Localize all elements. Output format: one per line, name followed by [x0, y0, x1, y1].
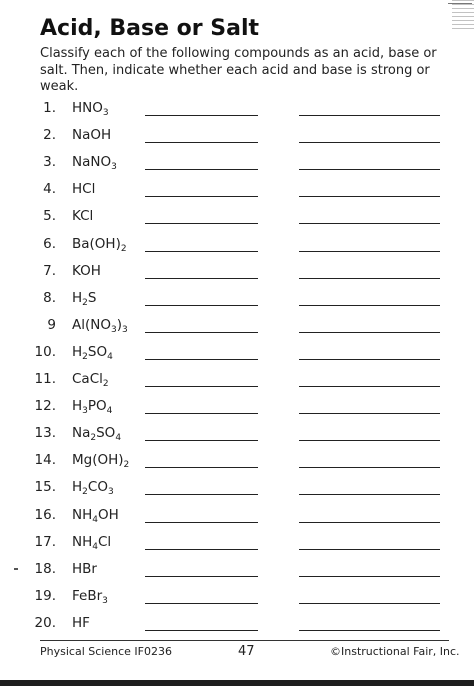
- classification-answer-line[interactable]: [145, 169, 258, 170]
- formula-subscript: 3: [107, 487, 114, 498]
- strength-answer-line[interactable]: [299, 196, 440, 197]
- compound-row: [0, 236, 474, 262]
- compound-formula: [72, 479, 114, 498]
- footer-page-number: 47: [238, 644, 255, 659]
- strength-answer-line[interactable]: [299, 115, 440, 116]
- formula-text: HF: [72, 614, 90, 631]
- formula-text: CaCl: [72, 371, 103, 387]
- formula-text: NH: [72, 533, 93, 550]
- footer-publisher: ©Instructional Fair, Inc.: [330, 645, 460, 658]
- strength-answer-line[interactable]: [299, 169, 440, 170]
- formula-subscript: 2: [82, 487, 88, 498]
- formula-subscript: 2: [90, 433, 97, 444]
- classification-answer-line[interactable]: [145, 630, 258, 631]
- compound-formula: [72, 534, 111, 550]
- compound-row: [0, 452, 474, 478]
- classification-answer-line[interactable]: [145, 549, 258, 550]
- scan-speck: [14, 568, 18, 570]
- classification-answer-line[interactable]: [145, 305, 258, 306]
- classification-answer-line[interactable]: [145, 522, 258, 523]
- compound-number: 13.: [34, 425, 56, 442]
- formula-text: Al(NO: [72, 316, 111, 333]
- formula-text: NH: [72, 506, 93, 523]
- footer-divider: [40, 640, 449, 641]
- compound-row: [0, 127, 474, 153]
- classification-answer-line[interactable]: [145, 467, 258, 468]
- compound-number: 6.: [43, 235, 56, 252]
- strength-answer-line[interactable]: [299, 522, 440, 523]
- compound-number: 12.: [34, 398, 56, 415]
- compound-number: 3.: [43, 154, 56, 171]
- compound-formula: [72, 154, 117, 173]
- strength-answer-line[interactable]: [299, 467, 440, 468]
- compound-row: [0, 588, 474, 614]
- formula-text: PO: [87, 398, 107, 415]
- compound-row: [0, 371, 474, 397]
- compound-number: 16.: [34, 506, 56, 523]
- compound-formula: [72, 100, 109, 116]
- compound-formula: [72, 263, 101, 279]
- strength-answer-line[interactable]: [299, 251, 440, 252]
- strength-answer-line[interactable]: [299, 549, 440, 550]
- strength-answer-line[interactable]: [299, 359, 440, 360]
- formula-text: OH: [97, 506, 119, 523]
- formula-subscript: 3: [111, 162, 117, 173]
- compound-formula: [72, 236, 127, 252]
- compound-number: 1.: [43, 100, 56, 116]
- formula-subscript: 4: [106, 406, 113, 417]
- classification-answer-line[interactable]: [145, 223, 258, 224]
- formula-subscript: 4: [92, 514, 98, 525]
- compound-formula: [72, 181, 95, 197]
- strength-answer-line[interactable]: [299, 413, 440, 414]
- formula-subscript: 3: [110, 324, 117, 335]
- compound-number: 19.: [34, 587, 56, 604]
- strength-answer-line[interactable]: [299, 332, 440, 333]
- compound-formula: [72, 452, 130, 471]
- strength-answer-line[interactable]: [299, 603, 440, 604]
- formula-text: H: [72, 398, 83, 415]
- compound-row: [0, 263, 474, 289]
- compound-formula: [72, 588, 108, 604]
- formula-text: Na: [72, 425, 91, 442]
- page-title: Acid, Base or Salt: [40, 16, 260, 41]
- compound-row: [0, 290, 474, 316]
- formula-subscript: 3: [122, 324, 128, 335]
- compound-row: [0, 398, 474, 424]
- compound-formula: [72, 317, 128, 333]
- strength-answer-line[interactable]: [299, 440, 440, 441]
- formula-subscript: 4: [115, 433, 122, 444]
- compound-formula: [72, 425, 122, 444]
- compound-row: [0, 154, 474, 180]
- classification-answer-line[interactable]: [145, 196, 258, 197]
- compound-row: [0, 615, 474, 641]
- classification-answer-line[interactable]: [145, 440, 258, 441]
- formula-text: FeBr: [72, 587, 103, 604]
- compound-row: [0, 561, 474, 587]
- compound-row: [0, 479, 474, 505]
- compound-number: 14.: [34, 452, 56, 469]
- footer-course: Physical Science IF0236: [40, 645, 172, 658]
- classification-answer-line[interactable]: [145, 115, 258, 116]
- formula-text: Mg(OH): [72, 452, 124, 469]
- instructions-text: Classify each of the following compounds as an acid, base or salt. Then, indicate whether each acid and base is strong or weak.: [40, 46, 437, 94]
- compound-formula: [72, 371, 109, 387]
- compound-row: [0, 181, 474, 207]
- compound-formula: [72, 344, 113, 360]
- compound-row: [0, 507, 474, 533]
- classification-answer-line[interactable]: [145, 251, 258, 252]
- compound-number: 2.: [43, 127, 56, 144]
- formula-text: NaOH: [72, 127, 112, 144]
- strength-answer-line[interactable]: [299, 142, 440, 143]
- crop-marks: [452, 0, 474, 30]
- formula-text: H: [72, 479, 83, 496]
- formula-text: CO: [87, 479, 108, 496]
- compound-row: [0, 208, 474, 234]
- strength-answer-line[interactable]: [299, 278, 440, 279]
- compound-number: 8.: [43, 289, 56, 306]
- compound-number: 17.: [34, 533, 56, 550]
- formula-subscript: 2: [82, 351, 88, 362]
- formula-text: KOH: [72, 262, 101, 279]
- compound-formula: [72, 398, 113, 417]
- formula-text: SO: [87, 343, 108, 360]
- classification-answer-line[interactable]: [145, 278, 258, 279]
- formula-text: Ba(OH): [72, 235, 121, 252]
- formula-subscript: 2: [120, 243, 127, 254]
- classification-answer-line[interactable]: [145, 359, 258, 360]
- compound-number: 9: [47, 316, 56, 333]
- compound-number: 7.: [43, 262, 56, 279]
- formula-text: H: [72, 343, 83, 360]
- formula-subscript: 2: [82, 297, 88, 308]
- formula-text: H: [72, 289, 83, 306]
- formula-text: NaNO: [72, 154, 112, 171]
- classification-answer-line[interactable]: [145, 494, 258, 495]
- compound-formula: [72, 615, 90, 631]
- strength-answer-line[interactable]: [299, 305, 440, 306]
- compound-number: 4.: [43, 181, 56, 198]
- classification-answer-line[interactable]: [145, 413, 258, 414]
- classification-answer-line[interactable]: [145, 386, 258, 387]
- compound-number: 15.: [34, 479, 56, 496]
- compound-row: [0, 100, 474, 126]
- classification-answer-line[interactable]: [145, 332, 258, 333]
- formula-text: HCl: [72, 181, 96, 198]
- formula-subscript: 2: [102, 379, 109, 389]
- formula-text: ): [116, 316, 122, 333]
- compound-formula: [72, 290, 96, 306]
- strength-answer-line[interactable]: [299, 494, 440, 495]
- compound-row: [0, 534, 474, 560]
- formula-text: HBr: [72, 560, 97, 577]
- classification-answer-line[interactable]: [145, 576, 258, 577]
- compound-number: 5.: [43, 208, 56, 225]
- crop-mark: [448, 3, 472, 4]
- classification-answer-line[interactable]: [145, 142, 258, 143]
- page-edge-shadow: [0, 680, 474, 686]
- formula-subscript: 4: [92, 541, 98, 552]
- compound-formula: [72, 507, 119, 523]
- classification-answer-line[interactable]: [145, 603, 258, 604]
- compound-formula: [72, 561, 97, 577]
- formula-subscript: 4: [107, 351, 113, 362]
- formula-subscript: 3: [82, 406, 88, 417]
- compound-formula: [72, 208, 93, 224]
- formula-text: KCl: [72, 208, 94, 225]
- compound-row: [0, 344, 474, 370]
- formula-subscript: 3: [102, 595, 108, 606]
- strength-answer-line[interactable]: [299, 386, 440, 387]
- formula-text: HNO: [72, 100, 103, 116]
- formula-text: S: [87, 289, 97, 306]
- compound-row: [0, 425, 474, 451]
- compound-row: [0, 317, 474, 343]
- formula-subscript: 3: [102, 108, 109, 118]
- compound-number: 11.: [34, 371, 56, 387]
- compound-formula: [72, 127, 111, 143]
- formula-text: SO: [96, 425, 116, 442]
- compound-number: 10.: [34, 343, 56, 360]
- formula-subscript: 2: [123, 460, 130, 471]
- strength-answer-line[interactable]: [299, 223, 440, 224]
- strength-answer-line[interactable]: [299, 576, 440, 577]
- strength-answer-line[interactable]: [299, 630, 440, 631]
- formula-text: Cl: [97, 533, 112, 550]
- compound-number: 20.: [34, 614, 56, 631]
- compound-number: 18.: [34, 560, 56, 577]
